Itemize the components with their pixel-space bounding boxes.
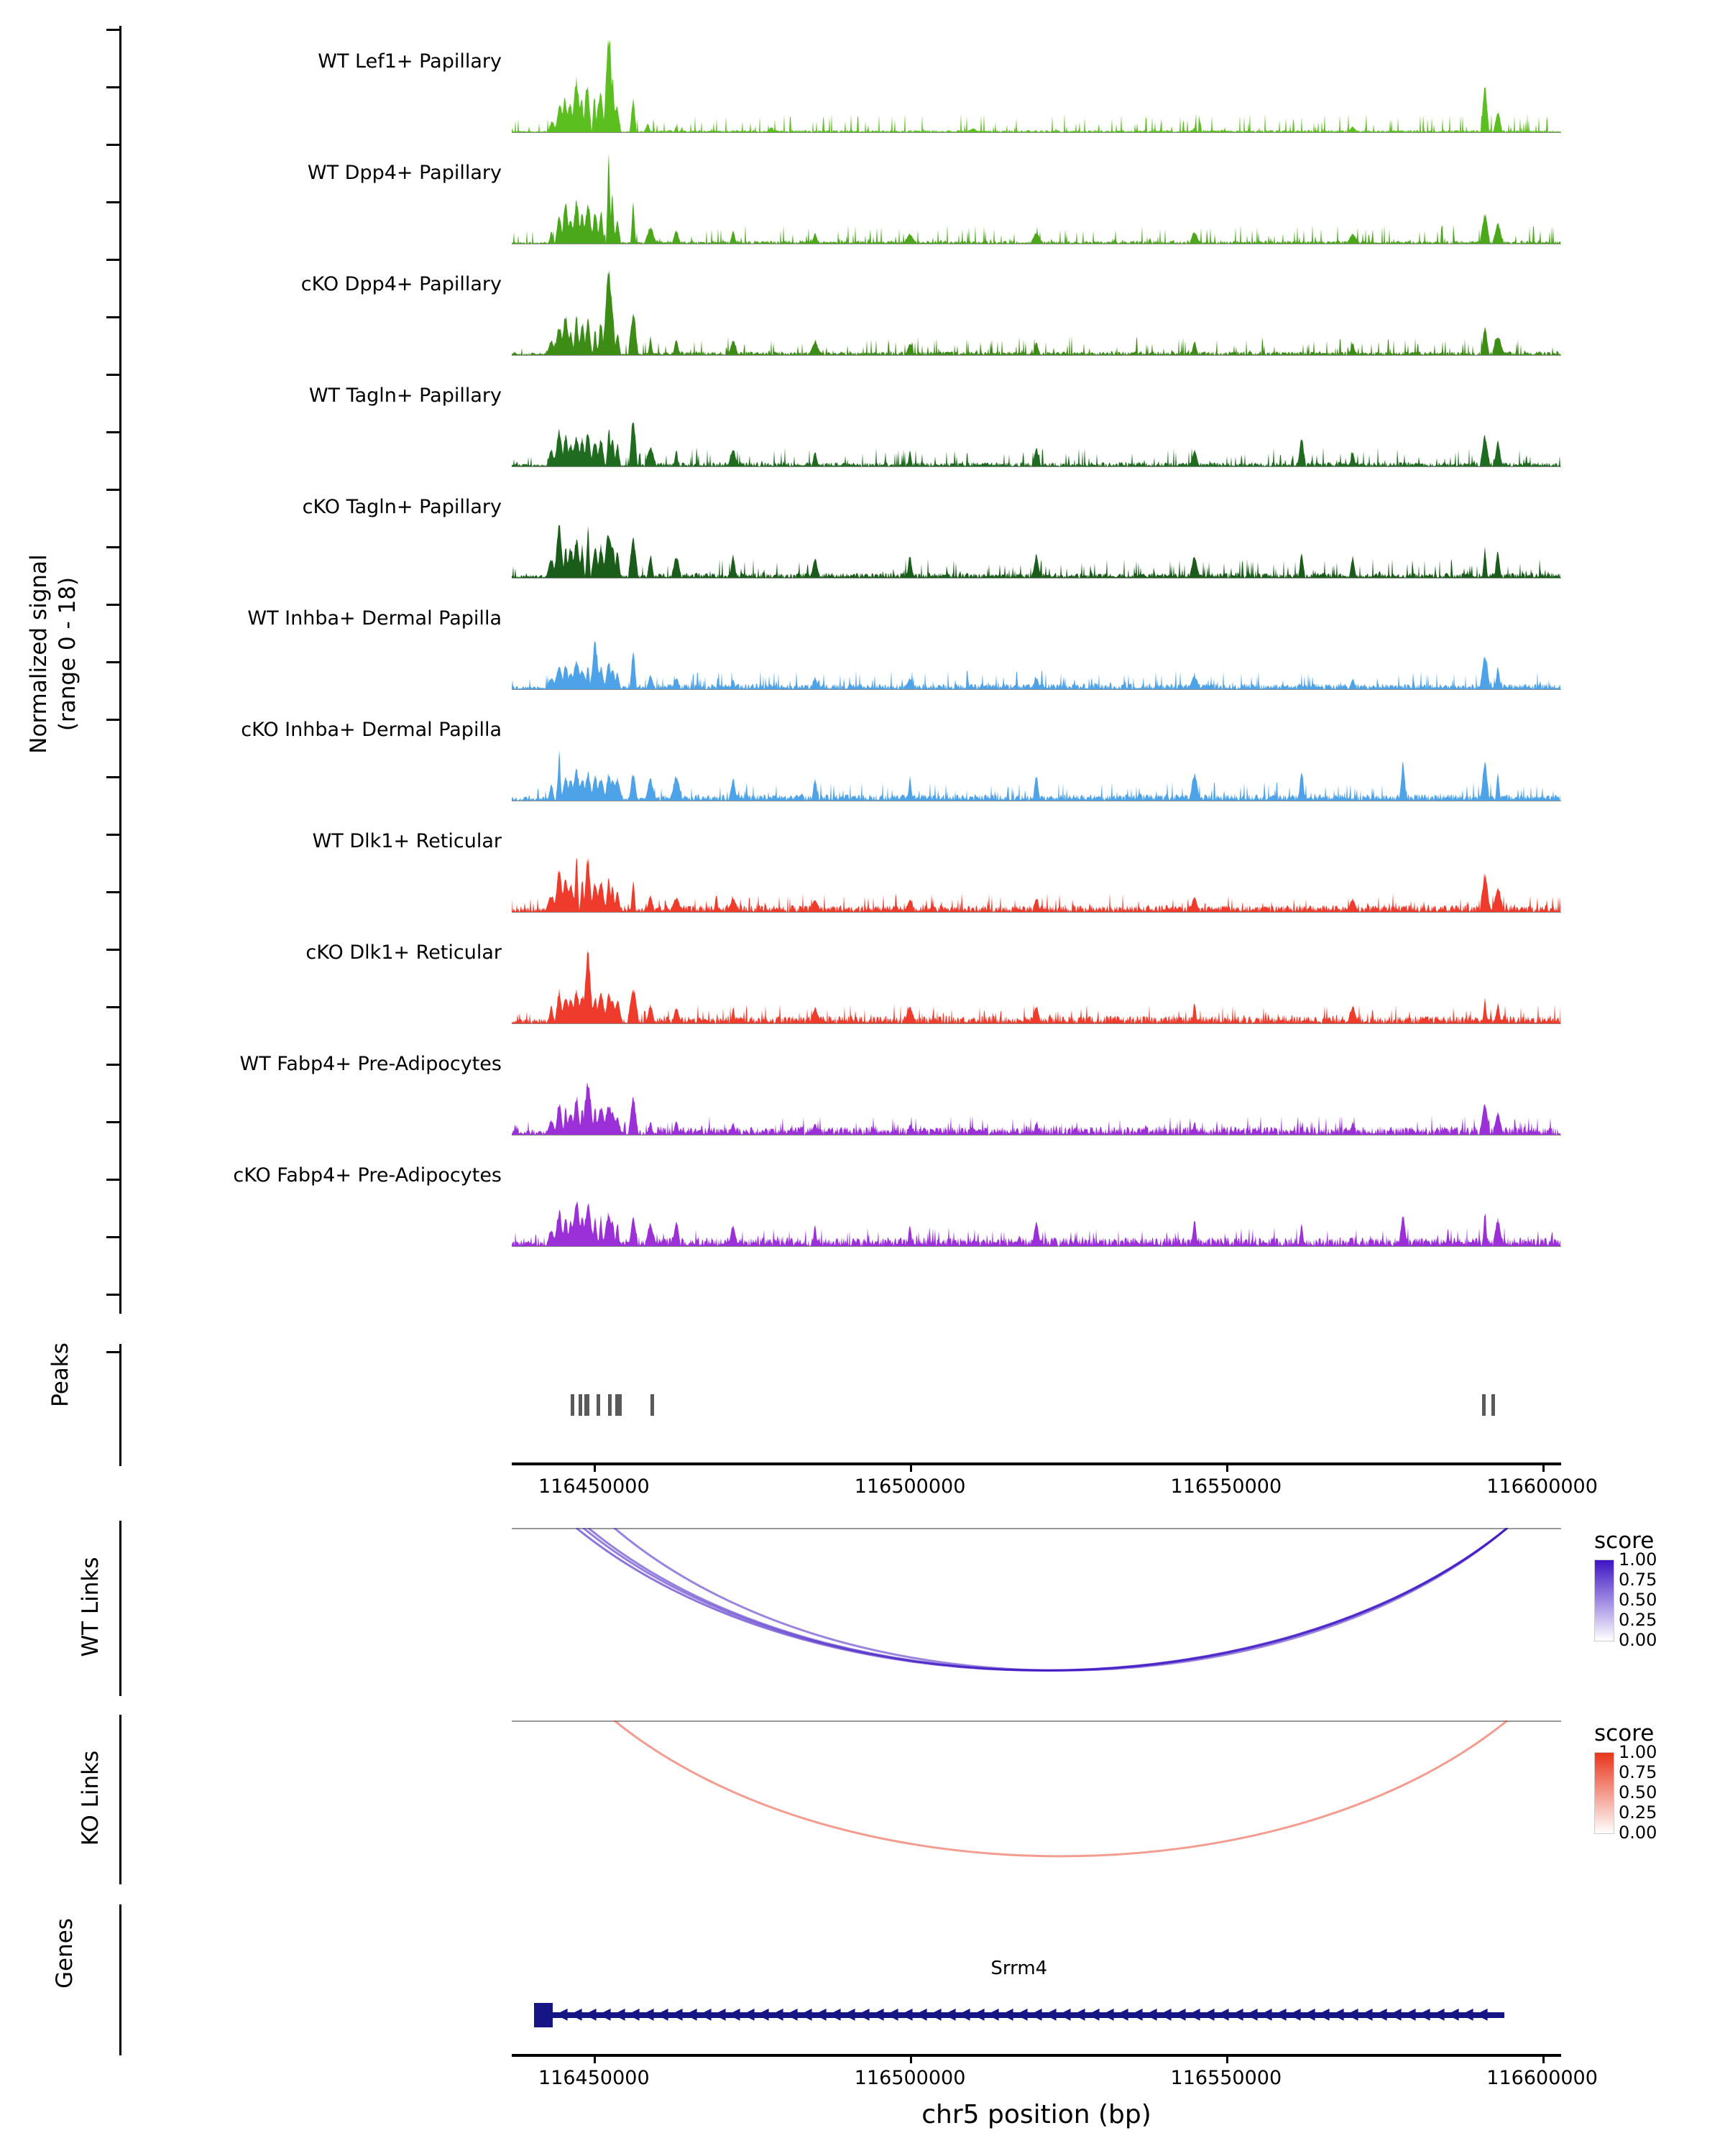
x-axis-upper (512, 1462, 1598, 1506)
gene-strand-arrow-icon: ◀ (972, 2005, 985, 2023)
wt-links-legend (1594, 1528, 1657, 1650)
x-axis-tick (1542, 1462, 1545, 1472)
x-axis-tick (1226, 1462, 1228, 1472)
genes-label: Genes (52, 1918, 78, 1989)
gene-strand-arrow-icon: ◀ (713, 2005, 726, 2023)
coverage-track (0, 467, 1725, 579)
ko-legend-colorbar (1594, 1752, 1614, 1834)
coverage-track (0, 22, 1725, 133)
legend-tick-label: 1.00 (1619, 1549, 1657, 1570)
x-axis-upper-line (512, 1462, 1561, 1465)
x-axis-tick-label: 116600000 (1486, 2067, 1598, 2089)
y-axis-label-line2: (range 0 - 18) (55, 576, 80, 732)
x-axis-tick-label: 116500000 (854, 2067, 966, 2089)
gene-strand-arrow-icon: ◀ (900, 2005, 913, 2023)
x-axis-title: chr5 position (bp) (921, 2100, 1151, 2129)
peak-mark[interactable] (571, 1394, 574, 1416)
ko-links-panel (0, 1710, 1725, 1890)
gene-strand-arrow-icon: ◀ (1187, 2005, 1200, 2023)
legend-tick-label: 0.25 (1619, 1802, 1657, 1823)
gene-strand-arrow-icon: ◀ (1044, 2005, 1057, 2023)
ko-links-label: KO Links (78, 1750, 104, 1846)
coverage-track-signal (512, 917, 1561, 1023)
legend-tick-label: 0.00 (1619, 1630, 1657, 1650)
ko-links-axis (119, 1715, 121, 1884)
link-arc[interactable] (614, 1720, 1507, 1856)
coverage-track-signal (512, 137, 1561, 244)
coverage-track (0, 579, 1725, 690)
gene-strand-arrow-icon: ◀ (914, 2005, 927, 2023)
coverage-track-baseline (512, 1246, 1561, 1247)
x-axis-tick-label: 116450000 (538, 2067, 650, 2089)
gene-strand-arrow-icon: ◀ (857, 2005, 870, 2023)
gene-strand-arrow-icon: ◀ (1460, 2005, 1473, 2023)
coverage-track-label: cKO Tagln+ Papillary (302, 496, 502, 518)
gene-strand-arrow-icon: ◀ (1072, 2005, 1085, 2023)
gene-strand-arrow-icon: ◀ (1230, 2005, 1243, 2023)
gene-strand-arrow-icon: ◀ (1417, 2005, 1430, 2023)
ko-links-legend (1594, 1720, 1657, 1843)
gene-strand-arrow-icon: ◀ (555, 2005, 568, 2023)
gene-strand-arrow-icon: ◀ (699, 2005, 712, 2023)
coverage-track (0, 1024, 1725, 1135)
coverage-track-signal (512, 806, 1561, 912)
x-axis-tick (594, 1462, 596, 1472)
gene-strand-arrow-icon: ◀ (1274, 2005, 1287, 2023)
coverage-track-signal (512, 1140, 1561, 1246)
gene-strand-arrow-icon: ◀ (1029, 2005, 1042, 2023)
coverage-track-signal (512, 249, 1561, 355)
gene-strand-arrow-icon: ◀ (1432, 2005, 1445, 2023)
gene-strand-arrow-icon: ◀ (584, 2005, 597, 2023)
x-axis-tick-label: 116550000 (1170, 1475, 1282, 1498)
gene-strand-arrow-icon: ◀ (670, 2005, 683, 2023)
coverage-track (0, 133, 1725, 244)
wt-legend-ticks (1619, 1549, 1657, 1650)
gene-strand-arrow-icon: ◀ (742, 2005, 755, 2023)
gene-strand-arrow-icon: ◀ (957, 2005, 970, 2023)
link-arc[interactable] (576, 1528, 1508, 1670)
wt-links-axis (119, 1521, 121, 1696)
gene-strand-arrow-icon: ◀ (1216, 2005, 1229, 2023)
gene-strand-arrow-icon: ◀ (1259, 2005, 1272, 2023)
x-axis-tick (910, 1462, 912, 1472)
gene-strand-arrow-icon: ◀ (929, 2005, 942, 2023)
gene-strand-arrow-icon: ◀ (1331, 2005, 1344, 2023)
gene-strand-arrow-icon: ◀ (799, 2005, 812, 2023)
legend-tick-label: 0.75 (1619, 1570, 1657, 1590)
y-axis-label-line1: Normalized signal (26, 554, 52, 754)
gene-strand-arrow-icon: ◀ (1475, 2005, 1488, 2023)
coverage-track-signal (512, 360, 1561, 466)
gene-strand-arrow-icon: ◀ (1159, 2005, 1172, 2023)
x-axis-tick-label: 116500000 (854, 1475, 966, 1498)
coverage-track-label: cKO Dpp4+ Papillary (300, 273, 502, 295)
peak-mark[interactable] (650, 1394, 654, 1416)
ko-legend-title: score (1594, 1720, 1655, 1746)
peak-mark[interactable] (1491, 1394, 1495, 1416)
gene-strand-arrow-icon: ◀ (770, 2005, 783, 2023)
peaks-label: Peaks (47, 1342, 73, 1407)
coverage-track-signal (512, 694, 1561, 801)
gene-strand-arrow-icon: ◀ (1403, 2005, 1416, 2023)
gene-strand-arrow-icon: ◀ (1245, 2005, 1258, 2023)
x-axis-tick (594, 2054, 596, 2063)
coverage-track-signal (512, 1028, 1561, 1135)
gene-strand-arrow-icon: ◀ (785, 2005, 798, 2023)
coverage-track-label: WT Tagln+ Papillary (308, 384, 502, 407)
gene-strand-arrow-icon: ◀ (656, 2005, 668, 2023)
legend-tick-label: 0.00 (1619, 1823, 1657, 1843)
gene-strand-arrow-icon: ◀ (1144, 2005, 1157, 2023)
gene-strand-arrow-icon: ◀ (886, 2005, 898, 2023)
x-axis-lower (512, 2054, 1598, 2104)
gene-strand-arrow-icon: ◀ (1374, 2005, 1387, 2023)
coverage-track (0, 801, 1725, 913)
wt-legend-title: score (1594, 1528, 1655, 1554)
legend-tick-label: 1.00 (1619, 1742, 1657, 1762)
coverage-track-signal (512, 26, 1561, 132)
gene-strand-arrow-icon: ◀ (871, 2005, 884, 2023)
coverage-track (0, 1135, 1725, 1247)
coverage-track-label: WT Inhba+ Dermal Papilla (247, 607, 502, 630)
legend-tick-label: 0.50 (1619, 1590, 1657, 1610)
gene-strand-arrow-icon: ◀ (641, 2005, 654, 2023)
coverage-track-signal (512, 583, 1561, 689)
x-axis-lower-line (512, 2054, 1561, 2057)
coverage-track-signal (512, 471, 1561, 578)
legend-tick-label: 0.75 (1619, 1762, 1657, 1782)
coverage-track-label: cKO Inhba+ Dermal Papilla (241, 719, 502, 741)
gene-strand-arrow-icon: ◀ (1302, 2005, 1315, 2023)
gene-strand-arrow-icon: ◀ (598, 2005, 611, 2023)
peak-mark[interactable] (579, 1394, 582, 1416)
genes-panel (0, 1897, 1725, 2063)
gene-name-label: Srrm4 (990, 1958, 1048, 1979)
peaks-axis (119, 1344, 121, 1466)
gene-strand-arrow-icon: ◀ (1087, 2005, 1100, 2023)
wt-legend-colorbar (1594, 1560, 1614, 1641)
gene-strand-arrow-icon: ◀ (814, 2005, 827, 2023)
gene-strand-arrow-icon: ◀ (1202, 2005, 1215, 2023)
gene-strand-arrow-icon: ◀ (727, 2005, 740, 2023)
gene-strand-arrow-icon: ◀ (627, 2005, 640, 2023)
peak-mark[interactable] (1482, 1394, 1486, 1416)
wt-links-label: WT Links (78, 1557, 104, 1657)
legend-tick-label: 0.25 (1619, 1610, 1657, 1630)
ko-links-arcs (512, 1720, 1561, 1892)
coverage-track (0, 356, 1725, 467)
peaks-panel (0, 1337, 1725, 1480)
x-axis-tick-label: 116600000 (1486, 1475, 1598, 1498)
gene-strand-arrow-icon: ◀ (1000, 2005, 1013, 2023)
legend-tick-label: 0.50 (1619, 1782, 1657, 1802)
coverage-track-label: WT Lef1+ Papillary (318, 50, 502, 73)
genes-axis (119, 1904, 121, 2055)
wt-links-panel (0, 1515, 1725, 1703)
coverage-track (0, 244, 1725, 356)
x-axis-tick-label: 116450000 (538, 1475, 650, 1498)
gene-strand-arrow-icon: ◀ (1173, 2005, 1186, 2023)
gene-strand-arrow-icon: ◀ (1389, 2005, 1402, 2023)
gene-strand-arrow-icon: ◀ (1346, 2005, 1358, 2023)
gene-strand-arrow-icon: ◀ (1360, 2005, 1373, 2023)
gene-strand-arrow-icon: ◀ (612, 2005, 625, 2023)
y-axis-tick (106, 1294, 121, 1296)
coverage-track-label: WT Dlk1+ Reticular (312, 830, 502, 852)
coverage-track-label: WT Fabp4+ Pre-Adipocytes (239, 1053, 502, 1075)
peak-mark[interactable] (584, 1394, 589, 1416)
link-arc[interactable] (583, 1528, 1507, 1670)
x-axis-tick (1542, 2054, 1545, 2063)
link-arc[interactable] (614, 1528, 1507, 1670)
gene-strand-arrow-icon: ◀ (1015, 2005, 1028, 2023)
gene-strand-arrow-icon: ◀ (986, 2005, 999, 2023)
gene-strand-arrow-icon: ◀ (943, 2005, 956, 2023)
x-axis-tick (1226, 2054, 1228, 2063)
coverage-track-label: WT Dpp4+ Papillary (307, 162, 502, 184)
coverage-track-label: cKO Fabp4+ Pre-Adipocytes (233, 1164, 502, 1187)
gene-strand-arrow-icon: ◀ (828, 2005, 841, 2023)
gene-strand-arrow-icon: ◀ (1317, 2005, 1330, 2023)
gene-strand-arrow-icon: ◀ (1288, 2005, 1301, 2023)
gene-strand-arrow-icon: ◀ (569, 2005, 582, 2023)
gene-strand-arrow-icon: ◀ (1101, 2005, 1114, 2023)
gene-strand-arrow-icon: ◀ (756, 2005, 769, 2023)
peak-mark[interactable] (608, 1394, 612, 1416)
wt-links-arcs (512, 1528, 1561, 1708)
gene-utr-block[interactable] (534, 2003, 553, 2027)
gene-strand-arrow-icon: ◀ (1058, 2005, 1071, 2023)
peak-mark[interactable] (597, 1394, 600, 1416)
coverage-track (0, 690, 1725, 801)
gene-strand-arrow-icon: ◀ (1116, 2005, 1128, 2023)
ko-legend-ticks (1619, 1742, 1657, 1843)
gene-strand-arrow-icon: ◀ (1130, 2005, 1143, 2023)
coverage-track-label: cKO Dlk1+ Reticular (305, 941, 502, 964)
gene-strand-arrow-icon: ◀ (1446, 2005, 1459, 2023)
peak-mark[interactable] (615, 1394, 622, 1416)
x-axis-tick-label: 116550000 (1170, 2067, 1282, 2089)
x-axis-tick (910, 2054, 912, 2063)
coverage-track (0, 913, 1725, 1024)
gene-strand-arrow-icon: ◀ (684, 2005, 697, 2023)
gene-strand-arrow-icon: ◀ (842, 2005, 855, 2023)
